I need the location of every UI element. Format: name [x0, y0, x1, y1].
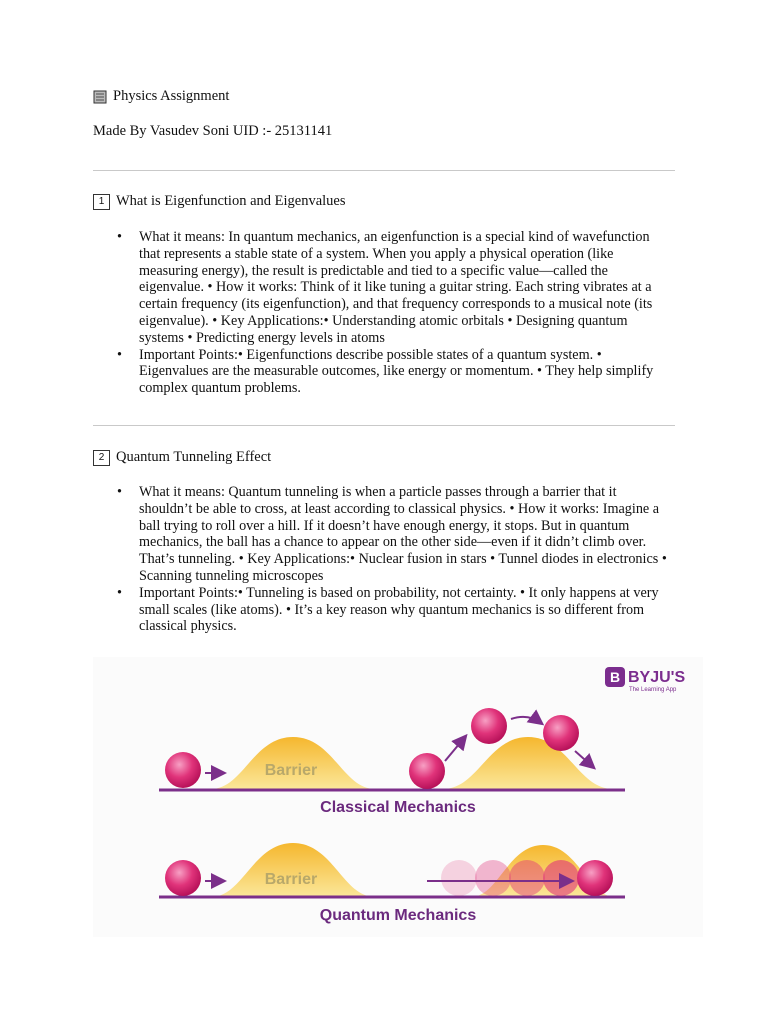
section-heading-2: [93, 449, 271, 466]
page-title-text: Physics Assignment: [113, 88, 230, 104]
ball: [165, 860, 201, 896]
ball: [471, 708, 507, 744]
section-number-badge: 2: [93, 450, 110, 466]
ball-ghost: [509, 860, 545, 896]
brand-tagline: The Learning App: [629, 687, 677, 693]
list-item: • What it means: Quantum tunneling is when a particle passes through a barrier that it shouldn’t be able to cross, at least according to classical physics. • How it works: Imagine a ball trying to roll over a hill. If it doesn’t have enough energy, it stops. But in quantum mechanics, the ball has a chance to appear on the other side—even if it didn’t climb over. That’s tunneling. • Key Applications:• Nuclear fusion in stars • Tunnel diodes in electronics • Scanning tunneling microscopes: [139, 484, 671, 585]
page-title: [93, 88, 229, 105]
barrier-label: Barrier: [264, 762, 318, 779]
arrow: [575, 751, 593, 767]
notebook-icon: [93, 90, 107, 104]
author-line: Made By Vasudev Soni UID :- 25131141: [93, 123, 333, 139]
barrier-label: Barrier: [264, 871, 318, 888]
section-1-bullets: [139, 229, 671, 397]
section-heading-text: What is Eigenfunction and Eigenvalues: [116, 193, 346, 209]
list-item: • What it means: In quantum mechanics, an eigenfunction is a special kind of wavefunction that represents a stable state of a system. When you apply a physical operation (like measuring energy), the result is predictable and tied to a specific value—called the eigenvalue. • How it works: Think of it like tuning a guitar string. Each string vibrates at a certain frequency (its eigenfunction), and that frequency corresponds to a musical note (its eigenvalue). • Key Applications:• Understanding atomic orbitals • Designing quantum systems • Predicting energy levels in atoms: [139, 229, 671, 347]
brand-logo-letter: B: [609, 669, 621, 685]
list-item: • Important Points:• Eigenfunctions describe possible states of a quantum system. • Eigenvalues are the measurable outcomes, like energy or momentum. • They help simplify complex quantum problems.: [139, 347, 671, 397]
ball-ghost: [543, 860, 579, 896]
section-heading-1: [93, 193, 346, 210]
brand-logo: [605, 667, 685, 693]
ball-ghost: [441, 860, 477, 896]
divider: [93, 425, 675, 426]
quantum-label: Quantum Mechanics: [319, 907, 477, 924]
divider: [93, 170, 675, 171]
list-item: • Important Points:• Tunneling is based on probability, not certainty. • It only happens at very small scales (like atoms). • It’s a key reason why quantum mechanics is so different from classical physics.: [139, 585, 671, 635]
classical-label: Classical Mechanics: [320, 799, 476, 816]
section-heading-text: Quantum Tunneling Effect: [116, 449, 272, 465]
section-2-bullets: [139, 484, 671, 635]
ball: [409, 753, 445, 789]
ball-ghost: [475, 860, 511, 896]
section-number-badge: 1: [93, 194, 110, 210]
tunneling-figure: [93, 657, 703, 937]
ball: [165, 752, 201, 788]
tunneling-illustration: [93, 657, 703, 937]
ball: [543, 715, 579, 751]
quantum-row: [159, 843, 625, 924]
arrow: [445, 737, 465, 761]
barrier-hill: [211, 843, 375, 897]
classical-row: [159, 708, 625, 816]
arrow: [511, 717, 541, 723]
ball: [577, 860, 613, 896]
brand-name: BYJU'S: [628, 669, 686, 686]
